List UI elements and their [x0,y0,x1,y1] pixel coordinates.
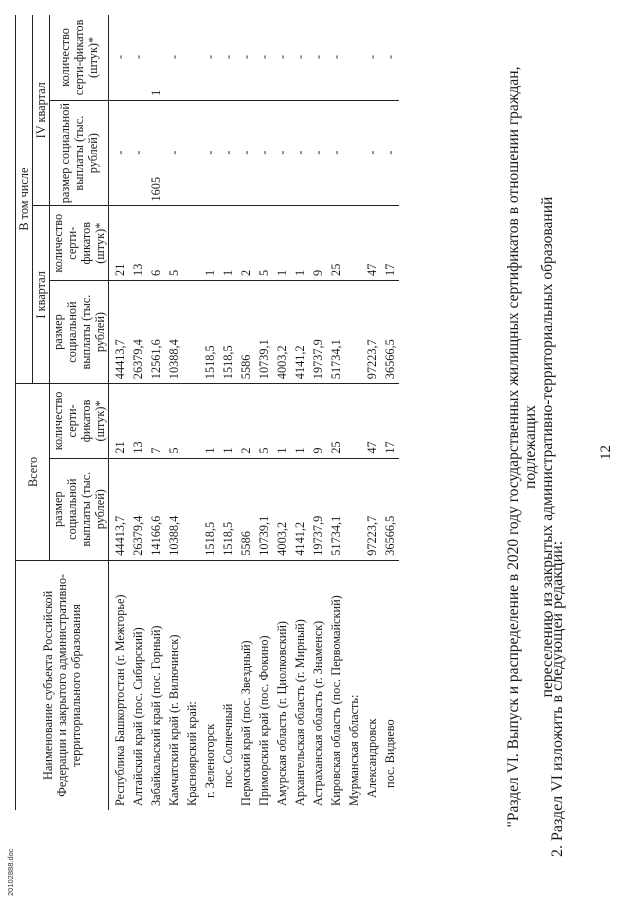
page-number: 12 [598,445,614,460]
q4-count-cell: - [109,15,130,100]
q4-count-cell: - [255,15,273,100]
header-q1-count: количество серти-фикатов (штук)* [50,206,109,280]
table-row [129,15,147,810]
region-name-cell: Александровск [365,718,379,798]
table-row [147,15,165,810]
total-count-cell: 17 [381,384,399,458]
heading-line-2: переселению из закрытых административно-территориальных образований [539,196,556,698]
table-row [291,15,309,810]
q4-amount-cell [183,100,201,206]
q4-count-cell [183,15,201,100]
q4-count-cell: - [165,15,183,100]
q1-count-cell: 17 [381,206,399,280]
header-q1: I квартал [33,206,50,384]
q1-count-cell: 1 [201,206,219,280]
q1-count-cell [345,206,363,280]
q4-amount-cell: - [273,100,291,206]
q4-count-cell: 1 [147,15,165,100]
q4-amount-cell: - [129,100,147,206]
table-row [237,15,255,810]
table-row [183,15,201,810]
total-count-cell: 25 [327,384,345,458]
q4-count-cell: - [363,15,381,100]
q1-amount-cell: 10739,1 [255,280,273,383]
region-name-cell: Красноярский край: [185,701,199,806]
q1-count-cell: 21 [109,206,130,280]
q1-amount-cell: 12561,6 [147,280,165,383]
total-amount-cell: 4003,2 [273,458,291,560]
header-total-count: количество серти-фикатов (штук)* [50,384,109,458]
q4-amount-cell: - [109,100,130,206]
header-q4: IV квартал [33,15,50,206]
q4-amount-cell: - [363,100,381,206]
section-heading [505,27,556,867]
region-name-cell: Камчатский край (г. Вилючинск) [167,634,181,806]
total-amount-cell: 1518,5 [219,458,237,560]
certificates-table [15,15,399,810]
table-row [219,15,237,810]
q1-count-cell [183,206,201,280]
table-row [363,15,381,810]
total-amount-cell [183,458,201,560]
q1-amount-cell: 10388,4 [165,280,183,383]
q4-count-cell: - [201,15,219,100]
q1-count-cell: 2 [237,206,255,280]
q1-count-cell: 6 [147,206,165,280]
q1-amount-cell: 26379,4 [129,280,147,383]
total-count-cell [183,384,201,458]
q4-count-cell: - [273,15,291,100]
q4-count-cell: - [129,15,147,100]
q4-amount-cell: - [165,100,183,206]
total-amount-cell: 5586 [237,458,255,560]
total-amount-cell: 51734,1 [327,458,345,560]
q4-amount-cell: - [327,100,345,206]
q4-amount-cell: - [237,100,255,206]
table-row [165,15,183,810]
total-amount-cell: 44413,7 [109,458,130,560]
region-name-cell: Приморский край (пос. Фокино) [257,635,271,806]
total-amount-cell: 1518,5 [201,458,219,560]
total-amount-cell: 10739,1 [255,458,273,560]
footer-filename: 20102888.doc [6,848,15,896]
q4-amount-cell: - [219,100,237,206]
q1-count-cell: 25 [327,206,345,280]
region-name-cell: пос. Солнечный [221,703,235,788]
total-amount-cell: 97223,7 [363,458,381,560]
q1-amount-cell: 1518,5 [219,280,237,383]
total-count-cell: 13 [129,384,147,458]
table-row [309,15,327,810]
total-amount-cell: 36566,5 [381,458,399,560]
q4-count-cell [345,15,363,100]
q1-amount-cell [345,280,363,383]
total-count-cell: 7 [147,384,165,458]
total-amount-cell: 10388,4 [165,458,183,560]
q1-amount-cell: 19737,9 [309,280,327,383]
q1-count-cell: 5 [255,206,273,280]
total-count-cell: 1 [219,384,237,458]
q1-count-cell: 1 [219,206,237,280]
q4-count-cell: - [327,15,345,100]
header-including: В том числе [16,15,33,384]
header-region: Наименование субъекта Российской Федерации и закрытого административно-территориального образования [16,560,109,810]
table-row [381,15,399,810]
total-amount-cell [345,458,363,560]
q4-amount-cell: - [381,100,399,206]
total-amount-cell: 4141,2 [291,458,309,560]
q1-amount-cell: 44413,7 [109,280,130,383]
heading-line-1: "Раздел VI. Выпуск и распределение в 2020 году государственных жилищных сертификатов в отношении граждан, подлежащих [505,66,539,828]
q1-count-cell: 9 [309,206,327,280]
q1-count-cell: 5 [165,206,183,280]
q4-count-cell: - [381,15,399,100]
total-amount-cell: 19737,9 [309,458,327,560]
q1-amount-cell: 51734,1 [327,280,345,383]
q4-amount-cell: - [309,100,327,206]
table-row [345,15,363,810]
region-name-cell: Амурская область (г. Циолковский) [275,620,289,806]
q4-count-cell: - [309,15,327,100]
region-name-cell: Республика Башкортостан (г. Межгорье) [109,560,130,810]
q4-amount-cell [345,100,363,206]
region-name-cell: Архангельская область (г. Мирный) [293,619,307,806]
region-name-cell: Алтайский край (пос. Сибирский) [131,627,145,806]
total-count-cell [345,384,363,458]
q4-amount-cell: - [201,100,219,206]
table-row [109,15,130,810]
q1-amount-cell: 97223,7 [363,280,381,383]
q1-amount-cell: 4141,2 [291,280,309,383]
q4-count-cell: - [291,15,309,100]
total-count-cell: 5 [165,384,183,458]
total-amount-cell: 14166,6 [147,458,165,560]
region-name-cell: г. Зеленогорск [203,723,217,798]
total-count-cell: 1 [273,384,291,458]
table-body [109,15,400,810]
q4-count-cell: - [219,15,237,100]
region-name-cell: Пермский край (пос. Звездный) [239,640,253,806]
total-count-cell: 1 [201,384,219,458]
table-row [201,15,219,810]
q1-amount-cell: 5586 [237,280,255,383]
region-name-cell: Астраханская область (г. Знаменск) [311,620,325,806]
certificates-table-wrap [15,15,463,810]
total-count-cell: 1 [291,384,309,458]
header-total-amount: размер социальной выплаты (тыс. рублей) [50,458,109,560]
q4-amount-cell: - [255,100,273,206]
q4-count-cell: - [237,15,255,100]
q1-count-cell: 1 [291,206,309,280]
table-row [273,15,291,810]
q1-count-cell: 13 [129,206,147,280]
region-name-cell: Мурманская область: [347,694,361,806]
q1-amount-cell: 36566,5 [381,280,399,383]
total-count-cell: 5 [255,384,273,458]
q1-amount-cell: 4003,2 [273,280,291,383]
total-count-cell: 9 [309,384,327,458]
intro-text: 2. Раздел VI изложить в следующей редакции: [549,540,566,857]
total-count-cell: 21 [109,384,130,458]
q4-amount-cell: 1605 [147,100,165,206]
table-row [255,15,273,810]
q1-amount-cell: 1518,5 [201,280,219,383]
header-q4-count: количество серти-фикатов (штук)* [50,15,109,100]
q4-amount-cell: - [291,100,309,206]
region-name-cell: Забайкальский край (пос. Горный) [149,625,163,806]
q1-count-cell: 1 [273,206,291,280]
total-count-cell: 47 [363,384,381,458]
header-q4-amount: размер социальной выплаты (тыс. рублей) [50,100,109,206]
total-count-cell: 2 [237,384,255,458]
q1-amount-cell [183,280,201,383]
header-total: Всего [16,384,50,561]
region-name-cell: пос. Видяево [383,719,397,788]
total-amount-cell: 26379,4 [129,458,147,560]
header-q1-amount: размер социальной выплаты (тыс. рублей) [50,280,109,383]
q1-count-cell: 47 [363,206,381,280]
region-name-cell: Кировская область (пос. Первомайский) [329,595,343,806]
table-row [327,15,345,810]
